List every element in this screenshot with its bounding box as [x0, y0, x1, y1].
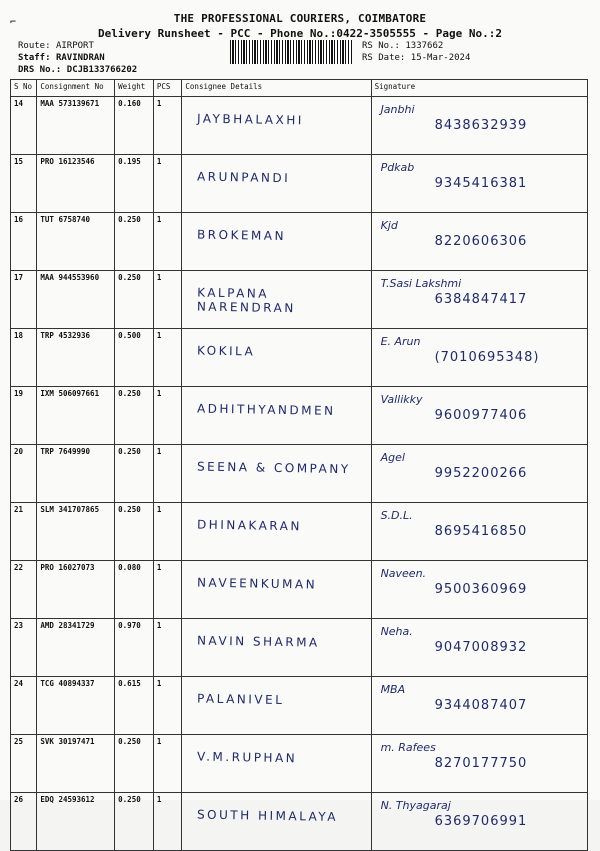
- page-title: THE PROFESSIONAL COURIERS, COIMBATORE: [173, 12, 427, 25]
- table-row: [11, 561, 588, 619]
- table-row: [11, 619, 588, 677]
- row-weight: 0.250: [115, 503, 154, 561]
- row-signature: [371, 619, 587, 677]
- row-sno: 20: [11, 445, 37, 503]
- row-sno: 26: [11, 793, 37, 851]
- row-sno: 22: [11, 561, 37, 619]
- row-consignment-no: IXM 506097661: [37, 387, 115, 445]
- handwritten-consignee: ADHITHYANDMEN: [197, 401, 337, 418]
- handwritten-signature: Neha.: [380, 625, 413, 638]
- row-consignment-no: AMD 28341729: [37, 619, 115, 677]
- row-signature: [371, 213, 587, 271]
- row-signature: [371, 329, 587, 387]
- handwritten-phone: 8220606306: [434, 234, 528, 249]
- handwritten-phone: (7010695348): [434, 350, 540, 365]
- col-header-signature: Signature: [371, 80, 587, 97]
- row-pcs: 1: [153, 793, 182, 851]
- handwritten-consignee: ARUNPANDI: [197, 169, 291, 186]
- row-signature: [371, 793, 587, 851]
- row-signature: [371, 271, 587, 329]
- row-pcs: 1: [153, 445, 182, 503]
- table-header-row: [11, 80, 588, 97]
- row-pcs: 1: [153, 329, 182, 387]
- table-row: [11, 735, 588, 793]
- row-consignee-details: [182, 213, 371, 271]
- row-consignee-details: [182, 735, 371, 793]
- rs-date-label: RS Date:: [362, 53, 406, 63]
- handwritten-phone: 9952200266: [434, 466, 528, 481]
- handwritten-phone: 6384847417: [434, 292, 528, 307]
- row-signature: [371, 677, 587, 735]
- handwritten-signature: Vallikky: [380, 393, 423, 406]
- row-consignee-details: [182, 97, 371, 155]
- handwritten-signature: N. Thyagaraj: [380, 799, 451, 812]
- handwritten-consignee: NAVIN SHARMA: [197, 633, 321, 650]
- handwritten-consignee: DHINAKARAN: [197, 517, 303, 534]
- handwritten-signature: m. Rafees: [380, 741, 436, 754]
- row-signature: [371, 503, 587, 561]
- row-weight: 0.250: [115, 445, 154, 503]
- row-consignment-no: PRO 16123546: [37, 155, 115, 213]
- row-pcs: 1: [153, 271, 182, 329]
- staff-label: Staff:: [18, 53, 51, 63]
- handwritten-signature: E. Arun: [380, 335, 421, 348]
- row-consignment-no: PRO 16027073: [37, 561, 115, 619]
- row-pcs: 1: [153, 561, 182, 619]
- rs-date-line: [362, 53, 470, 63]
- row-weight: 0.250: [115, 387, 154, 445]
- drs-value: DCJB133766202: [66, 65, 138, 75]
- col-header-sno: S No: [11, 80, 37, 97]
- handwritten-consignee: KALPANA NARENDRAN: [197, 285, 297, 316]
- row-weight: 0.250: [115, 793, 154, 851]
- row-signature: [371, 155, 587, 213]
- row-weight: 0.250: [115, 213, 154, 271]
- handwritten-phone: 6369706991: [434, 814, 528, 829]
- col-header-consignee: Consignee Details: [182, 80, 371, 97]
- row-consignee-details: [182, 619, 371, 677]
- row-weight: 0.615: [115, 677, 154, 735]
- col-header-consignment: Consignment No: [37, 80, 115, 97]
- handwritten-consignee: SEENA & COMPANY: [197, 459, 352, 477]
- handwritten-signature: Agel: [380, 451, 405, 464]
- row-signature: [371, 97, 587, 155]
- row-consignment-no: TUT 6758740: [37, 213, 115, 271]
- row-sno: 19: [11, 387, 37, 445]
- col-header-pcs: PCS: [153, 80, 182, 97]
- handwritten-consignee: NAVEENKUMAN: [197, 575, 318, 592]
- staff-line: [18, 53, 105, 63]
- row-consignment-no: SVK 30197471: [37, 735, 115, 793]
- row-signature: [371, 445, 587, 503]
- handwritten-consignee: JAYBHALAXHI: [197, 111, 305, 128]
- handwritten-signature: Janbhi: [380, 103, 415, 116]
- row-sno: 25: [11, 735, 37, 793]
- table-row: [11, 793, 588, 851]
- route-value: AIRPORT: [55, 41, 94, 51]
- handwritten-phone: 9047008932: [434, 640, 528, 655]
- row-signature: [371, 387, 587, 445]
- col-header-weight: Weight: [115, 80, 154, 97]
- row-sno: 15: [11, 155, 37, 213]
- handwritten-consignee: V.M.RUPHAN: [197, 749, 298, 766]
- row-weight: 0.250: [115, 271, 154, 329]
- handwritten-phone: 9344087407: [434, 698, 528, 713]
- row-sno: 23: [11, 619, 37, 677]
- row-consignee-details: [182, 793, 371, 851]
- row-sno: 14: [11, 97, 37, 155]
- handwritten-signature: T.Sasi Lakshmi: [380, 277, 462, 290]
- handwritten-signature: S.D.L.: [380, 509, 413, 522]
- row-pcs: 1: [153, 387, 182, 445]
- row-sno: 21: [11, 503, 37, 561]
- table-row: [11, 387, 588, 445]
- route-label: Route:: [18, 41, 51, 51]
- stapler-mark-icon: ⌐: [10, 17, 17, 28]
- row-sno: 24: [11, 677, 37, 735]
- route-line: [18, 41, 94, 51]
- barcode-icon: [230, 40, 352, 64]
- handwritten-phone: 8438632939: [434, 118, 528, 133]
- row-weight: 0.080: [115, 561, 154, 619]
- handwritten-consignee: KOKILA: [197, 343, 256, 359]
- handwritten-phone: 8270177750: [434, 756, 528, 771]
- drs-label: DRS No.:: [18, 65, 62, 75]
- table-row: [11, 677, 588, 735]
- row-weight: 0.160: [115, 97, 154, 155]
- row-consignment-no: TRP 4532936: [37, 329, 115, 387]
- handwritten-phone: 9600977406: [434, 408, 528, 423]
- row-consignment-no: EDQ 24593612: [37, 793, 115, 851]
- row-pcs: 1: [153, 503, 182, 561]
- table-row: [11, 155, 588, 213]
- table-row: [11, 445, 588, 503]
- rs-no-value: 1337662: [405, 41, 444, 51]
- row-pcs: 1: [153, 97, 182, 155]
- row-weight: 0.970: [115, 619, 154, 677]
- row-pcs: 1: [153, 213, 182, 271]
- table-row: [11, 329, 588, 387]
- row-consignee-details: [182, 387, 371, 445]
- row-consignment-no: TCG 40894337: [37, 677, 115, 735]
- row-pcs: 1: [153, 619, 182, 677]
- page-subtitle: Delivery Runsheet - PCC - Phone No.:0422-3505555 - Page No.:2: [98, 27, 502, 40]
- handwritten-signature: MBA: [380, 683, 406, 696]
- table-row: [11, 97, 588, 155]
- row-consignee-details: [182, 677, 371, 735]
- rs-no-label: RS No.:: [362, 41, 400, 51]
- handwritten-signature: Naveen.: [380, 567, 427, 580]
- row-consignee-details: [182, 155, 371, 213]
- table-row: [11, 213, 588, 271]
- row-consignment-no: SLM 341707865: [37, 503, 115, 561]
- row-consignee-details: [182, 561, 371, 619]
- handwritten-phone: 9345416381: [434, 176, 528, 191]
- row-consignee-details: [182, 329, 371, 387]
- row-pcs: 1: [153, 677, 182, 735]
- row-consignment-no: MAA 573139671: [37, 97, 115, 155]
- row-sno: 18: [11, 329, 37, 387]
- drs-line: [18, 65, 137, 75]
- row-weight: 0.195: [115, 155, 154, 213]
- row-consignee-details: [182, 445, 371, 503]
- row-signature: [371, 735, 587, 793]
- row-consignee-details: [182, 271, 371, 329]
- rs-date-value: 15-Mar-2024: [410, 53, 471, 63]
- row-consignment-no: MAA 944553960: [37, 271, 115, 329]
- row-sno: 16: [11, 213, 37, 271]
- handwritten-consignee: BROKEMAN: [197, 227, 287, 244]
- rs-no-line: [362, 41, 443, 51]
- handwritten-signature: Pdkab: [380, 161, 415, 174]
- table-row: [11, 503, 588, 561]
- handwritten-phone: 9500360969: [434, 582, 528, 597]
- row-pcs: 1: [153, 155, 182, 213]
- staff-value: RAVINDRAN: [55, 53, 105, 63]
- row-consignee-details: [182, 503, 371, 561]
- row-sno: 17: [11, 271, 37, 329]
- handwritten-consignee: SOUTH HIMALAYA: [197, 807, 339, 824]
- handwritten-consignee: PALANIVEL: [197, 691, 285, 708]
- row-weight: 0.500: [115, 329, 154, 387]
- runsheet-table: [10, 79, 588, 851]
- row-pcs: 1: [153, 735, 182, 793]
- handwritten-signature: Kjd: [380, 219, 398, 232]
- handwritten-phone: 8695416850: [434, 524, 528, 539]
- table-row: [11, 271, 588, 329]
- row-signature: [371, 561, 587, 619]
- row-consignment-no: TRP 7649990: [37, 445, 115, 503]
- row-weight: 0.250: [115, 735, 154, 793]
